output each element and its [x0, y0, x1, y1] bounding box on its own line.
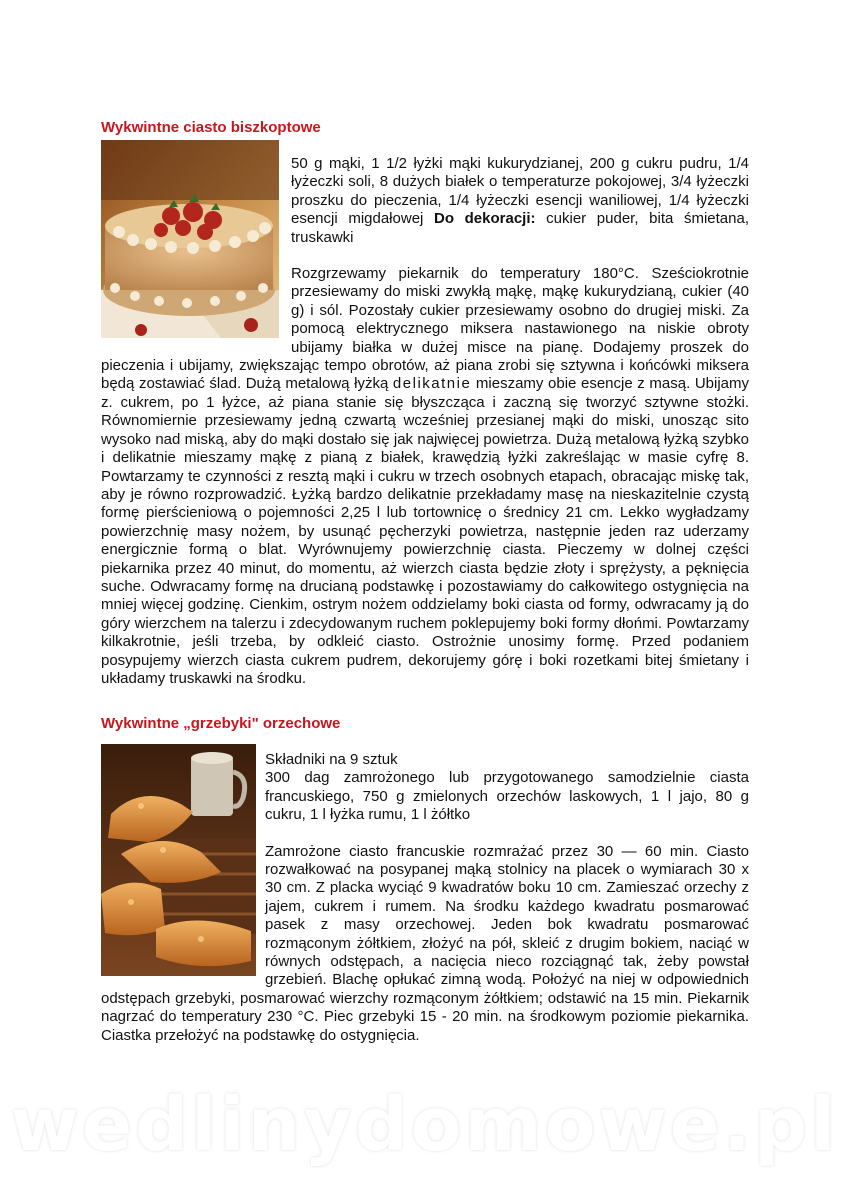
- recipe1-title: Wykwintne ciasto biszkoptowe: [101, 119, 321, 136]
- nut-pastry-photo: [101, 744, 256, 976]
- decoration-label: Do dekoracji:: [434, 210, 536, 228]
- recipe1-method-part2: mieszamy obie esencje z masą. Ubijamy z. cukrem, po 1 łyżce, aż piana stanie się błyszcząca i zaczną się tworzyć sztywne stożki. Równomiernie przesiewamy jedną czwartą wcześniej przesianej mąki do miski, unosząc sito wysoko nad miską, aby do mąki dostało się jak najwięcej powietrza. Dużą metalową łyżką szybko i delikatnie mieszamy mąkę z pianą z białek, krawędzią łyżki zakreślając w masie cyfrę 8. Powtarzamy te czynności z resztą mąki i cukru w trzech osobnych etapach, obracając miskę tak, aby je równo rozprowadzić. Łyżką bardzo delikatnie przekładamy masę na nieskazitelnie czystą formę pierścieniową o pojemności 2,25 l lub tortownicę o średnicy 21 cm. Lekko wygładzamy powierzchnię masy nożem, by usunąć pęcherzyki powietrza, następnie jeden raz uderzamy energicznie formą o blat. Wyrównujemy powierzchnię ciasta. Pieczemy w dolnej części piekarnika przez 40 minut, do momentu, aż wierzch ciasta będzie złoty i sprężysty, a pęknięcia suche. Odwracamy formę na drucianą podstawkę i pozostawiamy do całkowitego ostygnięcia na mniej więcej godzinę. Cienkim, ostrym nożem oddzielamy boki ciasta od formy, odwracamy ją do góry wierzchem na talerzu i zdecydowanym ruchem poklepujemy boki formy dłońmi. Powtarzamy kilkakrotnie, jeśli trzeba, by odkleić ciasto. Ostrożnie unosimy formę. Przed podaniem posypujemy wierzch ciasta cukrem pudrem, dekorujemy górę i boki rozetkami bitej śmietany i układamy truskawki na środku.: [101, 375, 750, 687]
- recipe2-servings: Składniki na 9 sztuk: [265, 751, 398, 768]
- site-watermark: wedlinydomowe.pl: [10, 1082, 839, 1168]
- recipe2-title: Wykwintne „grzebyki" orzechowe: [101, 715, 341, 732]
- recipe1-body: [101, 155, 749, 688]
- recipe1-decoration: cukier puder, bita śmietana, truskawki: [291, 210, 749, 246]
- recipe2-method: Zamrożone ciasto francuskie rozmrażać przez 30 — 60 min. Ciasto rozwałkować na posypanej mąką stolnicy na placek o wymiarach 30 x 30 cm. Z placka wyciąć 9 kwadratów boku 10 cm. Zamieszać orzechy z jajem, cukrem i rumem. Na środku każdego kwadratu posmarować pasek z masy orzechowej. Jeden bok kwadratu posmarować rozmąconym żółtkiem, złożyć na pół, skleić z drugim bokiem, naciąć w równych odstępach, a nacięcia nieco rozciągnąć tak, żeby powstał grzebień. Blachę opłukać zimną wodą. Położyć na niej w odpowiednich odstępach grzebyki, posmarować wierzchy rozmąconym żółtkiem; odstawić na 15 min. Piekarnik nagrzać do temperatury 230 °C. Piec grzebyki 15 - 20 min. na środkowym poziomie piekarnika. Ciastka przełożyć na podstawkę do ostygnięcia.: [101, 842, 749, 1044]
- recipe2-body: [101, 751, 749, 1045]
- recipe1-ingredients: 50 g mąki, 1 1/2 łyżki mąki kukurydzianej, 200 g cukru pudru, 1/4 łyżeczki soli, 8 dużych białek o temperaturze pokojowej, 3/4 łyżeczki proszku do pieczenia, 1/4 łyżeczki esencji waniliowej, 1/4 łyżeczki esencji migdałowej: [291, 155, 749, 228]
- nut-pastry-illustration: [101, 744, 256, 976]
- sponge-cake-illustration: [101, 140, 279, 338]
- recipe1-method-emphasis: delikatnie: [392, 375, 472, 393]
- recipe2-ingredients: 300 dag zamrożonego lub przygotowanego samodzielnie ciasta francuskiego, 750 g zmielonych orzechów laskowych, 1 l jajo, 80 g cukru, 1 l łyżka rumu, 1 l żółtko: [265, 769, 749, 824]
- recipe1-method-part1: Rozgrzewamy piekarnik do temperatury 180°C. Sześciokrotnie przesiewamy do miski zwykłą mąkę, mąkę kukurydzianą, cukier (40 g) i sól. Pozostały cukier przesiewamy osobno do drugiej miski. Za pomocą elektrycznego miksera nastawionego na niskie obroty ubijamy białka w dużej misce na pianę. Dodajemy proszek do pieczenia i ubijamy, zwiększając tempo obrotów, aż piana zrobi się sztywna i końcówki miksera będą zostawiać ślad. Dużą metalową łyżką: [101, 265, 749, 393]
- sponge-cake-photo: [101, 140, 279, 338]
